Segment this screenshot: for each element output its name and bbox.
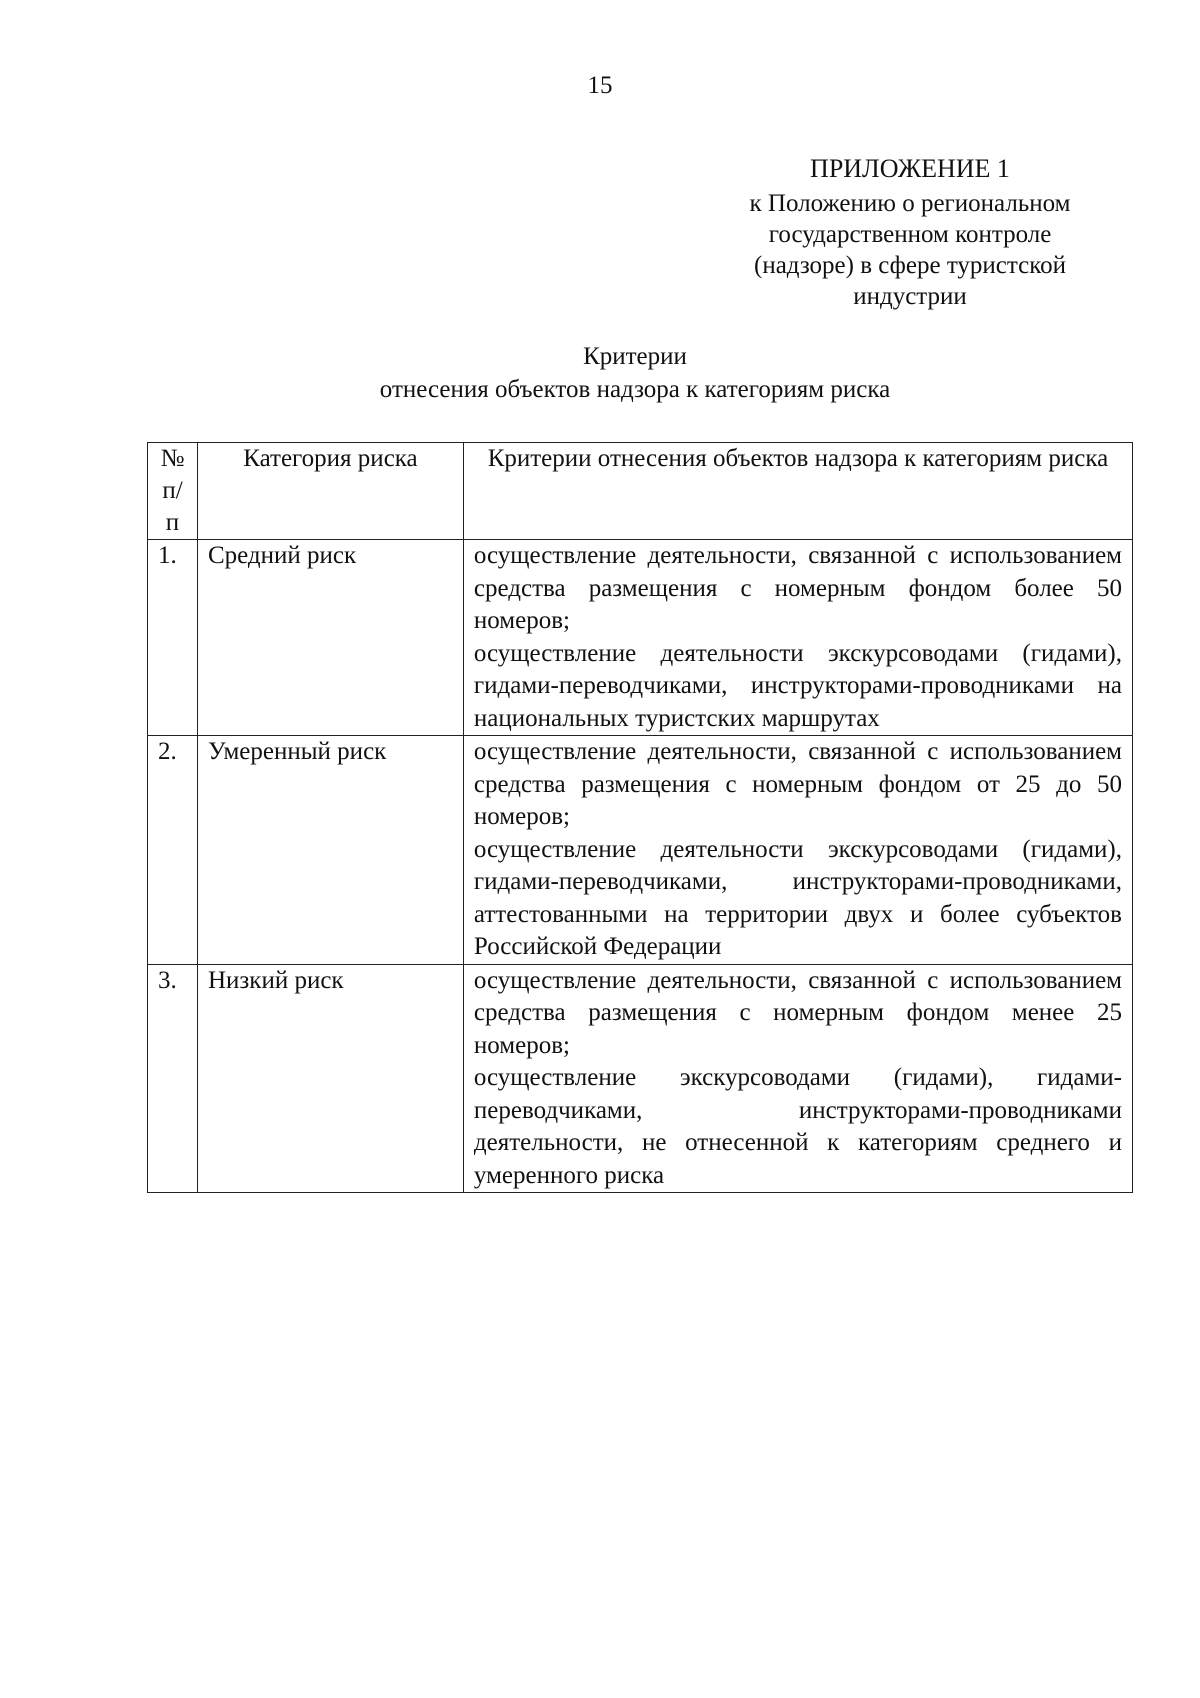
appendix-line: государственном контроле (768, 221, 1052, 248)
appendix-title: ПРИЛОЖЕНИЕ 1 (810, 154, 1010, 183)
criteria-paragraph: осуществление деятельности, связанной с использованием средства размещения с номерным фондом от 25 до 50 номеров; (473, 738, 1122, 830)
row-category: Умеренный риск (197, 736, 463, 965)
table-row (148, 540, 1133, 736)
row-category: Низкий риск (197, 964, 463, 1193)
criteria-paragraph: осуществление деятельности экскурсоводами (гидами), гидами-переводчиками, инструкторами-проводниками, аттестованными на территории двух и более субъектов Российской Федерации (473, 835, 1122, 960)
document-title-line1: Критерии (583, 343, 687, 370)
row-number: 1. (148, 540, 198, 736)
header-criteria: Критерии отнесения объектов надзора к категориям риска (463, 443, 1132, 540)
row-category: Средний риск (197, 540, 463, 736)
row-number: 3. (148, 964, 198, 1193)
criteria-paragraph: осуществление деятельности, связанной с использованием средства размещения с номерным фондом менее 25 номеров; (473, 966, 1122, 1059)
appendix-line: (надзоре) в сфере туристской (754, 252, 1066, 279)
appendix-line: к Положению о региональном (749, 190, 1071, 217)
table-row (148, 964, 1133, 1193)
row-criteria (463, 964, 1132, 1193)
header-number-line2: п/п (162, 477, 183, 536)
header-number (148, 443, 198, 540)
appendix-line: индустрии (853, 283, 967, 310)
criteria-paragraph: осуществление экскурсоводами (гидами), гидами-переводчиками, инструкторами-проводниками деятельности, не отнесенной к категориям среднего и умеренного риска (473, 1064, 1122, 1189)
risk-criteria-table (147, 442, 1133, 1193)
header-number-line1: № (160, 445, 185, 472)
criteria-paragraph: осуществление деятельности, связанной с использованием средства размещения с номерным фондом более 50 номеров; (473, 542, 1122, 634)
row-criteria (463, 736, 1132, 965)
row-number: 2. (148, 736, 198, 965)
header-category: Категория риска (197, 443, 463, 540)
document-title-line2: отнесения объектов надзора к категориям риска (379, 376, 891, 403)
table-header-row (148, 443, 1133, 540)
page-number: 15 (587, 72, 613, 99)
criteria-paragraph: осуществление деятельности экскурсоводами (гидами), гидами-переводчиками, инструкторами-проводниками на национальных туристских маршрутах (473, 639, 1122, 732)
table-row (148, 736, 1133, 965)
appendix-block (720, 150, 1100, 312)
row-criteria (463, 540, 1132, 736)
document-title (0, 340, 1200, 406)
